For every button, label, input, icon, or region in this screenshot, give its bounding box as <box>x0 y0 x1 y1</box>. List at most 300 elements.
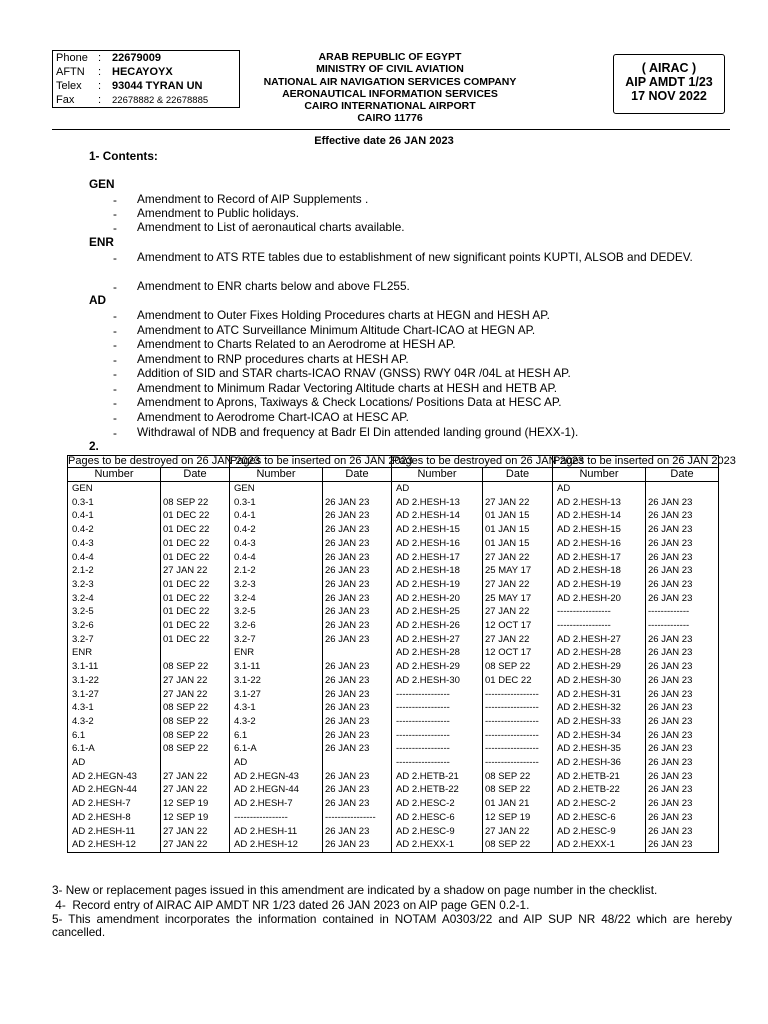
page-number-cell: AD 2.HESH-25 <box>392 605 483 619</box>
note-4: 4- Record entry of AIRAC AIP AMDT NR 1/23 dated 26 JAN 2023 on AIP page GEN 0.2-1. <box>52 898 530 912</box>
contents-item: Amendment to RNP procedures charts at HESH AP. <box>137 352 409 366</box>
page-date-cell: 26 JAN 23 <box>323 619 392 633</box>
table-row <box>68 825 719 839</box>
page-number-cell: ----------------- <box>553 619 646 633</box>
page-date-cell: 26 JAN 23 <box>323 838 392 852</box>
page-date-cell <box>161 756 230 770</box>
header-line: CAIRO INTERNATIONAL AIRPORT <box>304 100 476 113</box>
page-date-cell: 27 JAN 22 <box>161 564 230 578</box>
header-divider <box>52 129 730 130</box>
page-date-cell: 26 JAN 23 <box>646 496 719 510</box>
page-number-cell: AD 2.HESH-11 <box>230 825 323 839</box>
page-date-cell: 27 JAN 22 <box>161 674 230 688</box>
page-date-cell: 26 JAN 23 <box>323 674 392 688</box>
header-line: AERONAUTICAL INFORMATION SERVICES <box>282 87 498 100</box>
page-date-cell: 25 MAY 17 <box>483 592 553 606</box>
page-date-cell: ----------------- <box>483 688 553 702</box>
page-number-cell: ----------------- <box>392 688 483 702</box>
page-number-cell: AD 2.HESH-19 <box>553 578 646 592</box>
table-row <box>68 783 719 797</box>
page-number-cell: 3.1-27 <box>230 688 323 702</box>
page-number-cell: ----------------- <box>553 605 646 619</box>
page-date-cell: ------------- <box>646 605 719 619</box>
page-number-cell: AD 2.HESH-15 <box>392 523 483 537</box>
page-date-cell: 26 JAN 23 <box>323 825 392 839</box>
page-number-cell: AD 2.HEGN-43 <box>68 770 161 784</box>
page-number-cell: 3.2-4 <box>68 592 161 606</box>
page-number-cell: 2.1-2 <box>230 564 323 578</box>
page-number-cell: AD 2.HESH-14 <box>392 509 483 523</box>
page-number-cell: AD 2.HESH-13 <box>392 496 483 510</box>
column-header-date: Date <box>483 468 553 482</box>
page-date-cell: 08 SEP 22 <box>483 783 553 797</box>
page-date-cell: 26 JAN 23 <box>646 578 719 592</box>
page-number-cell: 0.4-4 <box>230 551 323 565</box>
page-date-cell: 27 JAN 22 <box>161 783 230 797</box>
page-number-cell: AD 2.HESH-12 <box>68 838 161 852</box>
page-number-cell: 0.4-2 <box>230 523 323 537</box>
contents-item: Addition of SID and STAR charts-ICAO RNAV (GNSS) RWY 04R /04L at HESH AP. <box>137 366 571 380</box>
bullet-dash: - <box>113 193 117 207</box>
column-header-number: Number <box>68 468 161 482</box>
note-3: 3- New or replacement pages issued in this amendment are indicated by a shadow on page number in the checklist. <box>52 883 658 897</box>
page-number-cell: AD 2.HESC-2 <box>392 797 483 811</box>
column-header-number: Number <box>553 468 646 482</box>
page-date-cell: 27 JAN 22 <box>483 825 553 839</box>
page-date-cell: 26 JAN 23 <box>323 715 392 729</box>
page-date-cell: 26 JAN 23 <box>646 551 719 565</box>
page-date-cell: ----------------- <box>483 729 553 743</box>
column-header-date: Date <box>161 468 230 482</box>
page-number-cell: 3.2-6 <box>230 619 323 633</box>
page-number-cell: AD 2.HESH-18 <box>392 564 483 578</box>
page-number-cell: AD 2.HESH-17 <box>553 551 646 565</box>
page-number-cell: AD 2.HESH-30 <box>553 674 646 688</box>
page-number-cell: AD 2.HEGN-44 <box>68 783 161 797</box>
page-number-cell: 3.2-7 <box>68 633 161 647</box>
page-number-cell: 0.4-4 <box>68 551 161 565</box>
page-date-cell: 26 JAN 23 <box>646 825 719 839</box>
page-number-cell: 3.2-3 <box>230 578 323 592</box>
contact-row-telex: Telex : 93044 TYRAN UN <box>56 80 203 92</box>
page-date-cell: 26 JAN 23 <box>646 537 719 551</box>
effective-date: Effective date 26 JAN 2023 <box>314 135 454 147</box>
table-row <box>68 660 719 674</box>
page-date-cell: 01 DEC 22 <box>161 605 230 619</box>
header-line: NATIONAL AIR NAVIGATION SERVICES COMPANY <box>263 75 517 88</box>
page-number-cell: 3.1-11 <box>68 660 161 674</box>
page-number-cell: AD 2.HESH-7 <box>230 797 323 811</box>
table-row <box>68 633 719 647</box>
bullet-dash: - <box>113 411 117 425</box>
page-date-cell: 26 JAN 23 <box>323 592 392 606</box>
bullet-dash: - <box>113 426 117 440</box>
contents-heading: 1- Contents: <box>89 149 158 163</box>
page-date-cell: ----------------- <box>483 756 553 770</box>
page-number-cell: ----------------- <box>392 742 483 756</box>
page-date-cell: 26 JAN 23 <box>646 797 719 811</box>
page-number-cell: AD 2.HESH-26 <box>392 619 483 633</box>
page-date-cell: 01 DEC 22 <box>161 537 230 551</box>
page-date-cell <box>323 482 392 496</box>
page-number-cell: AD 2.HESH-19 <box>392 578 483 592</box>
page-number-cell: 3.2-5 <box>230 605 323 619</box>
page-date-cell: 26 JAN 23 <box>646 646 719 660</box>
page-date-cell: 01 JAN 15 <box>483 537 553 551</box>
page-number-cell: 3.2-6 <box>68 619 161 633</box>
airac-label: ( AIRAC ) <box>641 61 697 75</box>
page-number-cell: AD 2.HESH-28 <box>392 646 483 660</box>
page-date-cell: 12 SEP 19 <box>161 797 230 811</box>
page-number-cell: AD 2.HESH-12 <box>230 838 323 852</box>
group-header-inserted: Pages to be inserted on 26 JAN 2023 <box>230 455 413 467</box>
page-number-cell: AD 2.HESH-17 <box>392 551 483 565</box>
page-date-cell: 27 JAN 22 <box>483 551 553 565</box>
page-date-cell <box>323 756 392 770</box>
page-date-cell: 26 JAN 23 <box>646 688 719 702</box>
table-row <box>68 688 719 702</box>
column-header-number: Number <box>392 468 483 482</box>
section-2-label: 2. <box>89 439 99 453</box>
page-checklist-table <box>67 455 736 853</box>
contents-item: Amendment to Charts Related to an Aerodrome at HESH AP. <box>137 337 456 351</box>
page-date-cell: 26 JAN 23 <box>646 564 719 578</box>
page-number-cell: 6.1-A <box>230 742 323 756</box>
table-row <box>68 729 719 743</box>
page-number-cell: AD 2.HESH-18 <box>553 564 646 578</box>
page-number-cell: 3.1-11 <box>230 660 323 674</box>
page-number-cell: 2.1-2 <box>68 564 161 578</box>
page-date-cell: 26 JAN 23 <box>646 811 719 825</box>
page-number-cell: GEN <box>68 482 161 496</box>
page-number-cell: AD 2.HESH-13 <box>553 496 646 510</box>
bullet-dash: - <box>113 353 117 367</box>
contact-row-fax: Fax : 22678882 & 22678885 <box>56 94 209 106</box>
authority-header <box>230 51 550 125</box>
table-row <box>68 564 719 578</box>
page-number-cell: 4.3-1 <box>68 701 161 715</box>
page-date-cell: 01 DEC 22 <box>483 674 553 688</box>
page-number-cell: AD 2.HESH-29 <box>392 660 483 674</box>
contents-item: Amendment to Aerodrome Chart-ICAO at HESC AP. <box>137 410 409 424</box>
page-number-cell: AD 2.HESC-9 <box>392 825 483 839</box>
page-date-cell: 27 JAN 22 <box>483 578 553 592</box>
bullet-dash: - <box>113 324 117 338</box>
page-number-cell: AD 2.HESH-30 <box>392 674 483 688</box>
table-row <box>68 770 719 784</box>
page-date-cell: 08 SEP 22 <box>483 838 553 852</box>
page-date-cell: ------------- <box>646 619 719 633</box>
contents-item: Amendment to Public holidays. <box>137 206 299 220</box>
page-date-cell: 26 JAN 23 <box>646 701 719 715</box>
page-date-cell: 26 JAN 23 <box>323 729 392 743</box>
page-date-cell: 26 JAN 23 <box>323 660 392 674</box>
page-number-cell: ----------------- <box>230 811 323 825</box>
publication-date: 17 NOV 2022 <box>631 89 707 103</box>
airac-box <box>613 54 725 114</box>
page-date-cell: 26 JAN 23 <box>646 523 719 537</box>
contents-item: Amendment to Minimum Radar Vectoring Altitude charts at HESH and HETB AP. <box>137 381 558 395</box>
header-line: CAIRO 11776 <box>357 112 423 125</box>
page-number-cell: AD 2.HESH-7 <box>68 797 161 811</box>
page-date-cell: 26 JAN 23 <box>323 770 392 784</box>
table-group-header-row <box>68 456 719 468</box>
page-number-cell: AD 2.HESC-2 <box>553 797 646 811</box>
page-number-cell: GEN <box>230 482 323 496</box>
page-number-cell: 0.4-1 <box>230 509 323 523</box>
bullet-dash: - <box>113 338 117 352</box>
contents-item: Amendment to ENR charts below and above FL255. <box>137 279 410 293</box>
bullet-dash: - <box>113 207 117 221</box>
page-date-cell: 01 DEC 22 <box>161 551 230 565</box>
page-number-cell: ----------------- <box>392 701 483 715</box>
table-row <box>68 605 719 619</box>
page-date-cell: 26 JAN 23 <box>323 496 392 510</box>
page-date-cell: ----------------- <box>483 742 553 756</box>
page-number-cell: 3.2-3 <box>68 578 161 592</box>
page-number-cell: 6.1 <box>230 729 323 743</box>
table-row <box>68 715 719 729</box>
column-header-date: Date <box>323 468 392 482</box>
page-number-cell: AD 2.HEGN-44 <box>230 783 323 797</box>
page-date-cell: 26 JAN 23 <box>323 537 392 551</box>
table-row <box>68 578 719 592</box>
page-date-cell: 12 OCT 17 <box>483 619 553 633</box>
page-number-cell: AD 2.HESH-16 <box>553 537 646 551</box>
group-header-destroyed: Pages to be destroyed on 26 JAN 2023 <box>68 455 261 467</box>
page-date-cell: 27 JAN 22 <box>161 770 230 784</box>
page-date-cell <box>161 482 230 496</box>
section-title-enr: ENR <box>89 235 114 249</box>
page-date-cell: 27 JAN 22 <box>161 838 230 852</box>
contact-row-phone: Phone : 22679009 <box>56 52 161 64</box>
bullet-dash: - <box>113 382 117 396</box>
page-number-cell: ENR <box>230 646 323 660</box>
bullet-dash: - <box>113 251 117 265</box>
section-title-ad: AD <box>89 293 107 307</box>
page-date-cell: 12 SEP 19 <box>161 811 230 825</box>
page-number-cell: ENR <box>68 646 161 660</box>
page-number-cell: ----------------- <box>392 729 483 743</box>
page-number-cell: AD 2.HESH-27 <box>553 633 646 647</box>
page-date-cell: 01 DEC 22 <box>161 523 230 537</box>
header-line: ARAB REPUBLIC OF EGYPT <box>318 51 462 63</box>
page-date-cell <box>323 646 392 660</box>
page-number-cell: AD 2.HESH-32 <box>553 701 646 715</box>
table-row <box>68 797 719 811</box>
page-number-cell: 3.1-22 <box>230 674 323 688</box>
table-row <box>68 838 719 852</box>
page-date-cell: 26 JAN 23 <box>646 742 719 756</box>
page-date-cell: 08 SEP 22 <box>483 660 553 674</box>
page-date-cell: 12 SEP 19 <box>483 811 553 825</box>
group-header-destroyed: Pages to be destroyed on 26 JAN 2023 <box>392 455 585 467</box>
page-date-cell: 01 JAN 21 <box>483 797 553 811</box>
contents-item: Amendment to ATS RTE tables due to establishment of new significant points KUPTI, ALSOB and DEDEV. <box>137 250 693 264</box>
table-subheader-row <box>68 468 719 482</box>
page-date-cell: ---------------- <box>323 811 392 825</box>
table-row <box>68 756 719 770</box>
page-number-cell: AD 2.HETB-21 <box>553 770 646 784</box>
contact-box <box>52 50 240 108</box>
page-date-cell: 12 OCT 17 <box>483 646 553 660</box>
page-number-cell: 4.3-2 <box>230 715 323 729</box>
contents-item: Amendment to Record of AIP Supplements . <box>137 192 369 206</box>
page-number-cell: 0.4-3 <box>68 537 161 551</box>
page-date-cell: 26 JAN 23 <box>646 756 719 770</box>
page-date-cell: 26 JAN 23 <box>323 578 392 592</box>
page-date-cell: 26 JAN 23 <box>323 605 392 619</box>
page-number-cell: AD 2.HESH-27 <box>392 633 483 647</box>
page-date-cell: ----------------- <box>483 701 553 715</box>
page-date-cell: 27 JAN 22 <box>483 633 553 647</box>
table-row <box>68 509 719 523</box>
contents-item: Withdrawal of NDB and frequency at Badr El Din attended landing ground (HEXX-1). <box>137 425 579 439</box>
page-date-cell: 01 DEC 22 <box>161 633 230 647</box>
contact-row-aftn: AFTN : HECAYOYX <box>56 66 173 78</box>
page-date-cell: 01 DEC 22 <box>161 578 230 592</box>
page-number-cell: 0.4-2 <box>68 523 161 537</box>
table-row <box>68 537 719 551</box>
page-number-cell: AD 2.HESH-33 <box>553 715 646 729</box>
page-date-cell: 26 JAN 23 <box>323 551 392 565</box>
amendment-number: AIP AMDT 1/23 <box>625 75 713 89</box>
page-number-cell: AD 2.HESH-35 <box>553 742 646 756</box>
page-number-cell: 3.2-7 <box>230 633 323 647</box>
page-number-cell: ----------------- <box>392 756 483 770</box>
page-number-cell: AD 2.HESH-36 <box>553 756 646 770</box>
page-number-cell: 0.4-1 <box>68 509 161 523</box>
page-number-cell: 3.2-4 <box>230 592 323 606</box>
page-number-cell: AD 2.HESH-20 <box>553 592 646 606</box>
page-date-cell: 01 DEC 22 <box>161 619 230 633</box>
page-number-cell: AD 2.HEXX-1 <box>553 838 646 852</box>
page-number-cell: AD 2.HESH-11 <box>68 825 161 839</box>
page-date-cell: 26 JAN 23 <box>646 770 719 784</box>
contents-item: Amendment to List of aeronautical charts available. <box>137 220 405 234</box>
bullet-dash: - <box>113 396 117 410</box>
page-date-cell: 26 JAN 23 <box>646 633 719 647</box>
page-date-cell: 25 MAY 17 <box>483 564 553 578</box>
page-number-cell: 0.3-1 <box>68 496 161 510</box>
page-date-cell: 26 JAN 23 <box>646 660 719 674</box>
page-number-cell: AD 2.HETB-21 <box>392 770 483 784</box>
page-number-cell: AD 2.HESH-29 <box>553 660 646 674</box>
bullet-dash: - <box>113 367 117 381</box>
page-number-cell: 6.1-A <box>68 742 161 756</box>
page-date-cell <box>646 482 719 496</box>
page-date-cell: 26 JAN 23 <box>646 729 719 743</box>
page-number-cell: 6.1 <box>68 729 161 743</box>
table-row <box>68 701 719 715</box>
page-number-cell: AD 2.HEGN-43 <box>230 770 323 784</box>
page-date-cell: 08 SEP 22 <box>161 701 230 715</box>
page-number-cell: AD 2.HESC-6 <box>392 811 483 825</box>
page-number-cell: AD 2.HESC-6 <box>553 811 646 825</box>
contents-item: Amendment to Outer Fixes Holding Procedures charts at HEGN and HESH AP. <box>137 308 550 322</box>
page-date-cell: 27 JAN 22 <box>161 688 230 702</box>
table-row <box>68 674 719 688</box>
page-date-cell: 27 JAN 22 <box>483 496 553 510</box>
page-date-cell: 26 JAN 23 <box>323 783 392 797</box>
note-5: 5- This amendment incorporates the information contained in NOTAM A0303/22 and AIP SUP NR 48/22 which are hereby cancelled. <box>52 912 732 939</box>
page-date-cell: 26 JAN 23 <box>646 783 719 797</box>
page-number-cell: ----------------- <box>392 715 483 729</box>
page-date-cell <box>483 482 553 496</box>
page-number-cell: AD 2.HESH-31 <box>553 688 646 702</box>
table-row <box>68 592 719 606</box>
bullet-dash: - <box>113 221 117 235</box>
page-number-cell: AD 2.HESH-8 <box>68 811 161 825</box>
page-date-cell: 26 JAN 23 <box>646 715 719 729</box>
page-number-cell: AD 2.HESH-20 <box>392 592 483 606</box>
page-number-cell: AD 2.HESH-34 <box>553 729 646 743</box>
page-date-cell: 08 SEP 22 <box>483 770 553 784</box>
page-date-cell: 26 JAN 23 <box>323 633 392 647</box>
bullet-dash: - <box>113 280 117 294</box>
page-date-cell: 08 SEP 22 <box>161 715 230 729</box>
page-date-cell: 01 JAN 15 <box>483 509 553 523</box>
page-number-cell: AD 2.HETB-22 <box>392 783 483 797</box>
table-row <box>68 811 719 825</box>
contents-item: Amendment to ATC Surveillance Minimum Altitude Chart-ICAO at HEGN AP. <box>137 323 536 337</box>
section-title-gen: GEN <box>89 177 115 191</box>
page-number-cell: AD 2.HESC-9 <box>553 825 646 839</box>
table-row <box>68 551 719 565</box>
page-date-cell: 26 JAN 23 <box>323 509 392 523</box>
page-number-cell: AD 2.HESH-14 <box>553 509 646 523</box>
page-number-cell: AD <box>230 756 323 770</box>
group-header-inserted: Pages to be inserted on 26 JAN 2023 <box>553 455 736 467</box>
table-row <box>68 742 719 756</box>
page-date-cell: 26 JAN 23 <box>323 701 392 715</box>
table-row <box>68 523 719 537</box>
page-number-cell: AD <box>392 482 483 496</box>
page-number-cell: AD <box>553 482 646 496</box>
page-date-cell: 08 SEP 22 <box>161 496 230 510</box>
page-number-cell: 3.2-5 <box>68 605 161 619</box>
page-number-cell: AD 2.HETB-22 <box>553 783 646 797</box>
page-date-cell: 01 JAN 15 <box>483 523 553 537</box>
page-date-cell: ----------------- <box>483 715 553 729</box>
page-date-cell: 08 SEP 22 <box>161 742 230 756</box>
page-date-cell <box>161 646 230 660</box>
page-number-cell: 0.3-1 <box>230 496 323 510</box>
page-number-cell: 3.1-27 <box>68 688 161 702</box>
table-row <box>68 646 719 660</box>
page-date-cell: 01 DEC 22 <box>161 592 230 606</box>
table-row <box>68 496 719 510</box>
page-number-cell: AD 2.HESH-15 <box>553 523 646 537</box>
table-row <box>68 619 719 633</box>
page-date-cell: 26 JAN 23 <box>323 523 392 537</box>
page-number-cell: AD <box>68 756 161 770</box>
page-date-cell: 01 DEC 22 <box>161 509 230 523</box>
column-header-number: Number <box>230 468 323 482</box>
contents-item: Amendment to Aprons, Taxiways & Check Locations/ Positions Data at HESC AP. <box>137 395 562 409</box>
page-date-cell: 27 JAN 22 <box>483 605 553 619</box>
page-date-cell: 26 JAN 23 <box>323 742 392 756</box>
page-date-cell: 26 JAN 23 <box>646 674 719 688</box>
page-number-cell: AD 2.HESH-16 <box>392 537 483 551</box>
page-number-cell: 3.1-22 <box>68 674 161 688</box>
page-date-cell: 26 JAN 23 <box>323 688 392 702</box>
page-date-cell: 27 JAN 22 <box>161 825 230 839</box>
page-number-cell: 0.4-3 <box>230 537 323 551</box>
page-number-cell: 4.3-1 <box>230 701 323 715</box>
page-date-cell: 26 JAN 23 <box>323 797 392 811</box>
page-number-cell: AD 2.HEXX-1 <box>392 838 483 852</box>
